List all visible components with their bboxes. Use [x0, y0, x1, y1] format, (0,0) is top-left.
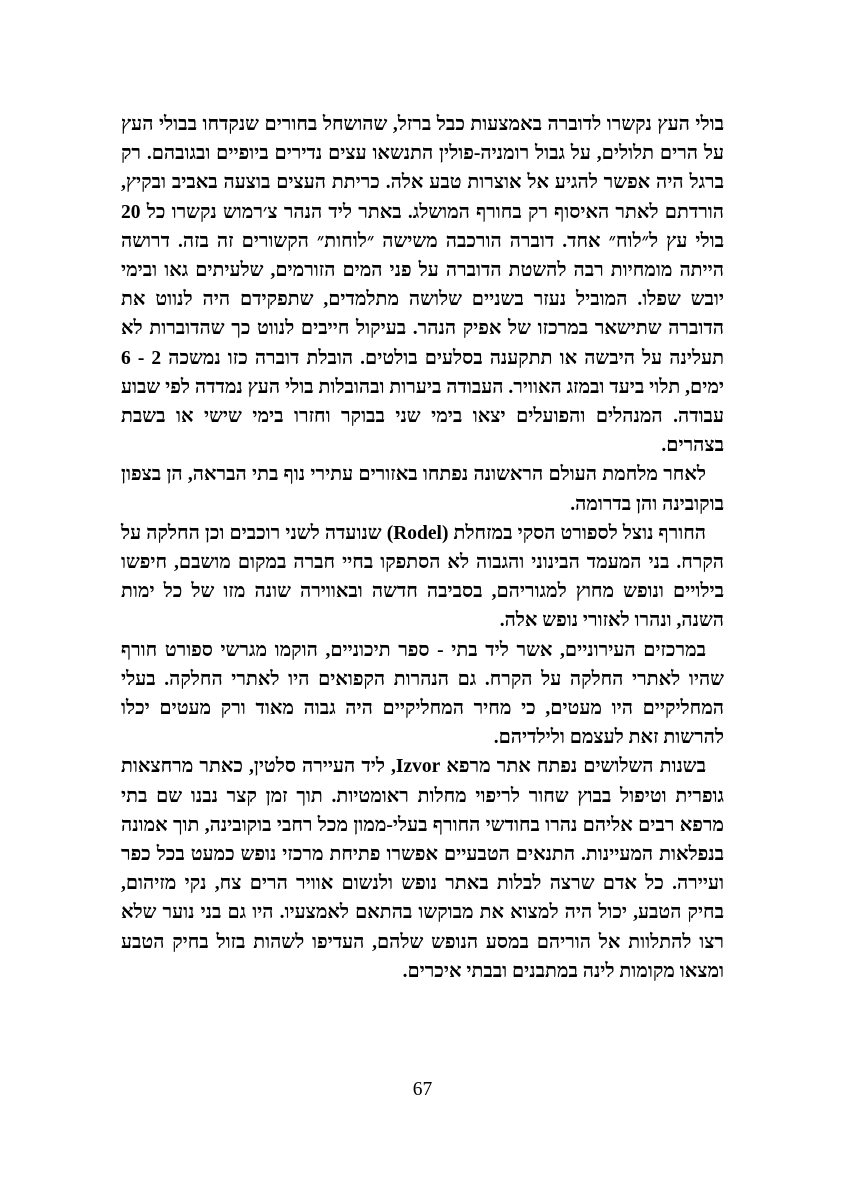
paragraph-winter-sports: החורף נוצל לספורט הסקי במזחלת (Rodel) שנועדה לשני רוכבים וכן החלקה על הקרח. בני המעמד הבינוני והגבוה לא הסתפקו בחיי חברה במקום מושבם, חיפשו בילויים ונופש מחוץ למגוריהם, בסביבה חדשה ובאווירה שונה מזו של כל ימות השנה, ונהרו לאזורי נופש אלה. [121, 522, 724, 632]
paragraph-timber-rafting: בולי העץ נקשרו לדוברה באמצעות כבל ברזל, שהושחל בחורים שנקדחו בבולי העץ על הרים תלולים, על גבול רומניה-פולין התנשאו עצים נדירים ביופיים ובגובהם. רק ברגל היה אפשר להגיע אל אוצרות טבע אלה. כריתת העצים בוצעה באביב ובקיץ, הורדתם לאתר האיסוף רק בחורף המושלג. באתר ליד הנהר צ׳רמוש נקשרו כל 20 בולי עץ ל״לוח״ אחד. דוברה הורכבה משישה ״לוחות״ הקשורים זה בזה. דרושה הייתה מומחיות רבה להשטת הדוברה על פני המים הזורמים, שלעיתים גאו ובימי יובש שפלו. המוביל נעזר בשניים שלושה מתלמדים, שתפקידם היה לנווט את הדוברה שתישאר במרכזו של אפיק הנהר. בעיקול חייבים לנווט כך שהדוברות לא תעלינה על היבשה או תתקענה בסלעים בולטים. הובלת דוברה כזו נמשכה 2 - 6 ימים, תלוי ביעד ובמזג האוויר. העבודה ביערות ובהובלות בולי העץ נמדדה לפי שבוע עבודה. המנהלים והפועלים יצאו בימי שני בבוקר וחזרו בימי שישי או בשבת בצהרים. [121, 114, 724, 457]
paragraph-resorts: לאחר מלחמת העולם הראשונה נפתחו באזורים עתירי נוף בתי הבראה, הן בצפון בוקובינה והן בדרומה. [121, 464, 724, 515]
paragraph-izvor-spa: בשנות השלושים נפתח אתר מרפא Izvor, ליד העיירה סלטין, כאתר מרחצאות גופרית וטיפול בבוץ שחור לריפוי מחלות ראומטיות. תוך זמן קצר נבנו שם בתי מרפא רבים אליהם נהרו בחודשי החורף בעלי-ממון מכל רחבי בוקובינה, תוך אמונה בנפלאות המעיינות. התנאים הטבעיים אפשרו פתיחת מרכזי נופש כמעט בכל כפר ועיירה. כל אדם שרצה לבלות באתר נופש ולנשום אוויר הרים צח, נקי מזיהום, בחיק הטבע, יכול היה למצוא את מבוקשו בהתאם לאמצעיו. היו גם בני נוער שלא רצו להתלוות אל הוריהם במסע הנופש שלהם, העדיפו לשהות בזול בחיק הטבע ומצאו מקומות לינה במתבנים ובבתי איכרים. [121, 756, 724, 982]
paragraph-ice-skating: במרכזים העירוניים, אשר ליד בתי - ספר תיכוניים, הוקמו מגרשי ספורט חורף שהיו לאתרי החלקה על הקרח. גם הנהרות הקפואים היו לאתרי החלקה. בעלי המחליקיים היו מעטים, כי מחיר המחליקיים היה גבוה מאוד ורק מעטים יכלו להרשות זאת לעצמם ולילדיהם. [121, 639, 724, 749]
page-number: 67 [412, 1079, 433, 1100]
body-text [121, 110, 724, 986]
